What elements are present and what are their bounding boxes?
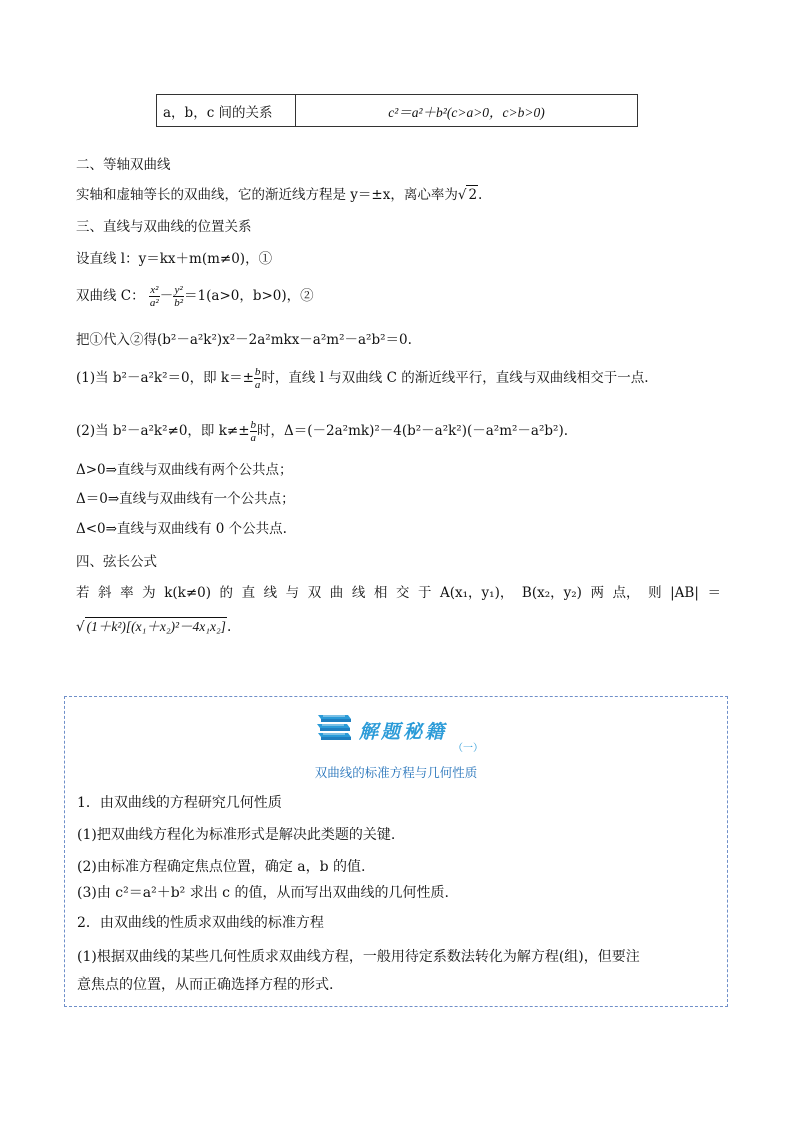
chord-sqrt: √ (1＋k²)[(x₁＋x₂)²－4x₁x₂] bbox=[76, 619, 226, 635]
chord-word: 为 bbox=[142, 585, 156, 601]
tips-line: 2．由双曲线的性质求双曲线的标准方程 bbox=[77, 915, 324, 931]
substitution-line: 把①代入②得(b²－a²k²)x²－2a²mkx－a²m²－a²b²＝0. bbox=[76, 332, 412, 348]
case-two bbox=[76, 419, 568, 444]
relation-formula: c²＝a²＋b²(c>a>0，c>b>0) bbox=[296, 95, 638, 127]
chord-formula-line bbox=[76, 618, 231, 636]
fraction-b-a bbox=[250, 419, 258, 444]
chord-word: 两 bbox=[590, 585, 604, 601]
delta-positive: Δ>0⇒直线与双曲线有两个公共点； bbox=[76, 462, 293, 478]
equilateral-end: . bbox=[478, 187, 483, 203]
chord-word: 率 bbox=[120, 585, 134, 601]
frac-den: a bbox=[254, 379, 261, 391]
tips-line: (2)由标准方程确定焦点位置，确定 a，b 的值. bbox=[77, 859, 366, 875]
tips-logo-sub: （一） bbox=[453, 743, 483, 754]
frac-num: x² bbox=[150, 284, 159, 296]
chord-word: ＝ bbox=[707, 585, 721, 601]
sqrt-two: √ 2 bbox=[457, 187, 478, 203]
frac-num: b bbox=[250, 419, 257, 431]
chord-word: 点， bbox=[612, 585, 640, 601]
chord-formula: (1＋k²)[(x₁＋x₂)²－4x₁x₂] bbox=[86, 619, 226, 634]
line-definition: 设直线 l：y＝kx＋m(m≠0)，① bbox=[76, 251, 273, 267]
hyperbola-prefix: 双曲线 C： bbox=[76, 288, 145, 304]
table-row bbox=[157, 95, 638, 127]
tips-line: 1．由双曲线的方程研究几何性质 bbox=[77, 795, 282, 811]
delta-zero: Δ＝0⇒直线与双曲线有一个公共点； bbox=[76, 491, 295, 507]
chord-end: . bbox=[226, 619, 232, 635]
chord-word: |AB| bbox=[670, 585, 699, 601]
tips-header bbox=[65, 703, 727, 755]
chord-word: 双 bbox=[307, 585, 322, 601]
fraction-y2-b2 bbox=[173, 284, 184, 309]
tips-title: 双曲线的标准方程与几何性质 bbox=[314, 765, 478, 780]
hyperbola-definition bbox=[76, 284, 314, 309]
chord-word: 则 bbox=[648, 585, 662, 601]
tips-box bbox=[64, 696, 728, 1007]
frac-den: b² bbox=[174, 297, 184, 309]
equilateral-desc: 实轴和虚轴等长的双曲线，它的渐近线方程是 y＝±x，离心率为 bbox=[76, 187, 458, 203]
chord-word: 曲 bbox=[329, 585, 344, 601]
case-one bbox=[76, 366, 649, 391]
equilateral-text bbox=[76, 186, 482, 204]
frac-num: b bbox=[254, 366, 261, 378]
tips-line: (1)把双曲线方程化为标准形式是解决此类题的关键. bbox=[77, 827, 396, 843]
tips-line: (1)根据双曲线的某些几何性质求双曲线方程，一般用待定系数法转化为解方程(组)，但要注 bbox=[77, 949, 640, 965]
tips-line: 意焦点的位置，从而正确选择方程的形式. bbox=[77, 977, 334, 993]
tips-line: (3)由 c²＝a²＋b² 求出 c 的值，从而写出双曲线的几何性质. bbox=[77, 885, 449, 901]
frac-num: y² bbox=[174, 284, 183, 296]
fraction-x2-a2 bbox=[149, 284, 160, 309]
chord-word: 线 bbox=[351, 585, 366, 601]
tips-logo-text: 解题秘籍 bbox=[359, 721, 448, 743]
chord-word: 直 bbox=[241, 585, 256, 601]
chord-word: k(k≠0) bbox=[164, 585, 211, 601]
chord-word: 交 bbox=[395, 585, 410, 601]
section-heading-position: 三、直线与双曲线的位置关系 bbox=[76, 219, 252, 235]
chord-word: 相 bbox=[373, 585, 388, 601]
chord-word: 斜 bbox=[98, 585, 112, 601]
case-one-end: 时，直线 l 与双曲线 C 的渐近线平行，直线与双曲线相交于一点. bbox=[261, 370, 649, 386]
chord-word: A(x₁，y₁)， bbox=[440, 585, 514, 601]
chord-word: B(x₂，y₂) bbox=[521, 585, 582, 601]
case-one-start: (1)当 b²－a²k²＝0，即 k＝± bbox=[76, 370, 254, 386]
frac-den: a² bbox=[149, 297, 159, 309]
chord-word: 的 bbox=[219, 585, 234, 601]
minus-sign: － bbox=[159, 288, 174, 304]
sqrt-radicand: 2 bbox=[468, 187, 478, 203]
section-heading-equilateral: 二、等轴双曲线 bbox=[76, 157, 171, 173]
chord-word: 若 bbox=[76, 585, 90, 601]
hyperbola-suffix: ＝1(a>0，b>0)，② bbox=[184, 288, 314, 304]
relation-label: a，b，c 间的关系 bbox=[157, 95, 296, 127]
chord-word: 线 bbox=[263, 585, 278, 601]
chord-word: 于 bbox=[417, 585, 432, 601]
relation-table bbox=[156, 94, 638, 127]
books-stack-icon bbox=[315, 711, 353, 745]
chord-word: 与 bbox=[285, 585, 300, 601]
delta-negative: Δ<0⇒直线与双曲线有 0 个公共点. bbox=[76, 521, 287, 537]
section-heading-chord: 四、弦长公式 bbox=[76, 554, 157, 570]
case-two-start: (2)当 b²－a²k²≠0，即 k≠± bbox=[76, 423, 250, 439]
chord-text bbox=[76, 584, 721, 602]
case-two-end: 时，Δ＝(－2a²mk)²－4(b²－a²k²)(－a²m²－a²b²). bbox=[257, 423, 568, 439]
frac-den: a bbox=[250, 432, 257, 444]
